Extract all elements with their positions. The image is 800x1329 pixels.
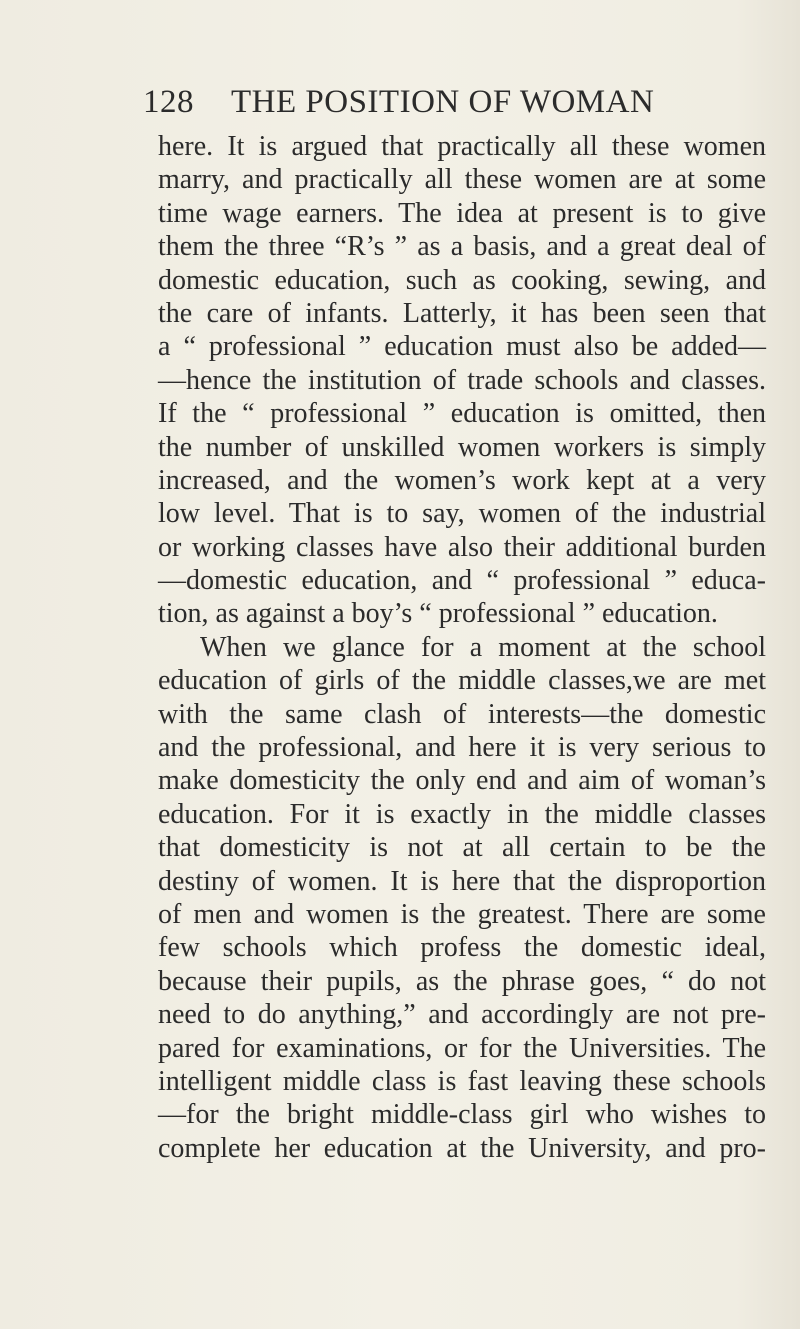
running-title: THE POSITION OF WOMAN (231, 84, 655, 120)
text-line: domestic education, such as cooking, sewing, and (158, 264, 766, 296)
text-line: the care of infants. Latterly, it has been seen that (158, 297, 766, 329)
text-line: of men and women is the greatest. There are some (158, 898, 766, 930)
text-line: time wage earners. The idea at present is to give (158, 197, 766, 229)
body-text (158, 130, 766, 1165)
text-line: low level. That is to say, women of the industrial (158, 498, 766, 530)
text-line: them the three “R’s ” as a basis, and a great deal of (158, 231, 766, 263)
text-line: and the professional, and here it is very serious to (158, 732, 766, 764)
text-line: education. For it is exactly in the middle classes (158, 798, 766, 830)
text-line: need to do anything,” and accordingly are not pre- (158, 999, 766, 1031)
text-line: here. It is argued that practically all these women (158, 131, 766, 162)
text-line: tion, as against a boy’s “ professional ” education. (158, 598, 718, 630)
text-line: a “ professional ” education must also be added— (158, 331, 766, 363)
text-line: with the same clash of interests—the domestic (158, 698, 766, 730)
text-line: the number of unskilled women workers is simply (158, 431, 766, 463)
text-line: intelligent middle class is fast leaving these schools (158, 1065, 766, 1097)
running-header (143, 84, 654, 124)
text-line: increased, and the women’s work kept at a very (158, 464, 766, 496)
text-line: —for the bright middle-class girl who wishes to (158, 1099, 766, 1131)
text-line: that domesticity is not at all certain to be the (158, 832, 766, 864)
text-line: —domestic education, and “ professional ” educa- (158, 565, 766, 597)
text-line: destiny of women. It is here that the disproportion (158, 865, 766, 897)
text-line: because their pupils, as the phrase goes, “ do not (158, 965, 766, 997)
text-line: marry, and practically all these women are at some (158, 164, 766, 196)
text-line: make domesticity the only end and aim of woman’s (158, 765, 766, 797)
page-number: 128 (143, 84, 194, 120)
text-line: —hence the institution of trade schools and classes. (158, 364, 766, 396)
text-line: If the “ professional ” education is omitted, then (158, 398, 766, 430)
text-line: complete her education at the University, and pro- (158, 1132, 766, 1164)
text-line: pared for examinations, or for the Universities. The (158, 1032, 766, 1064)
text-line: few schools which profess the domestic ideal, (158, 932, 766, 964)
text-line: or working classes have also their additional burden (158, 531, 766, 563)
text-line: education of girls of the middle classes,we are met (158, 665, 766, 697)
paragraph-start-line: When we glance for a moment at the school (200, 631, 766, 663)
